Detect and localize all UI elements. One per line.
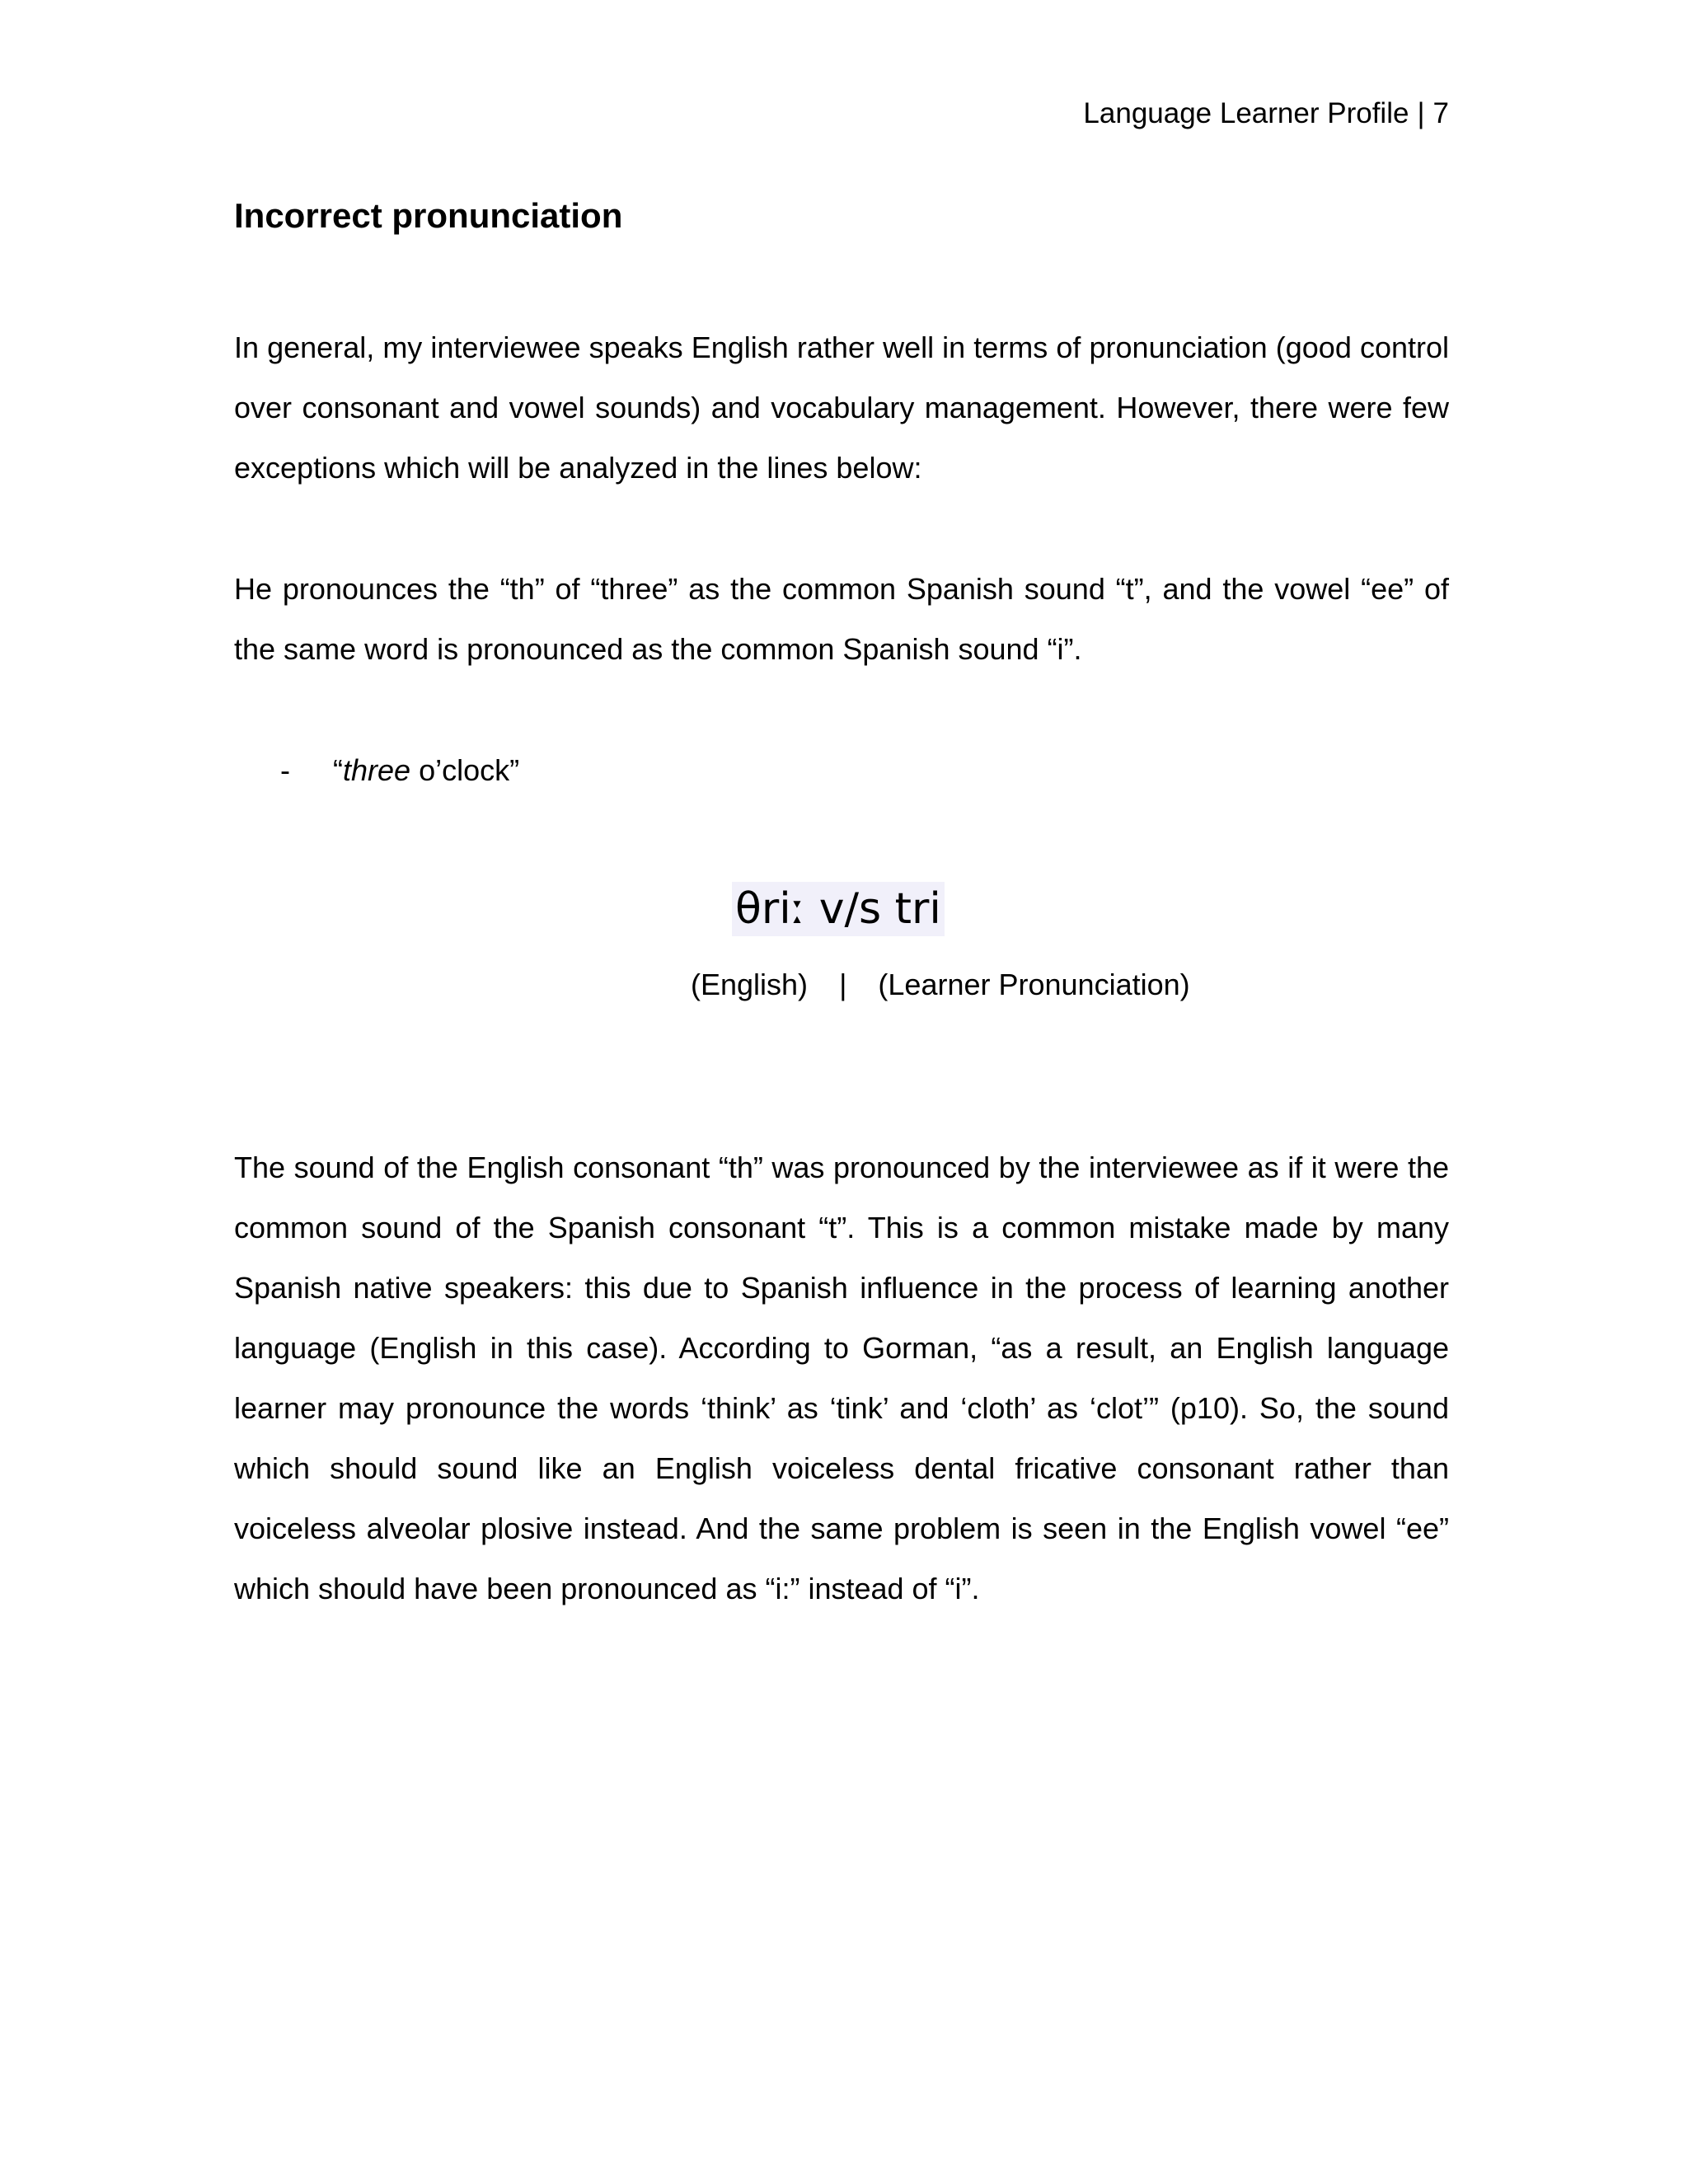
section-heading: Incorrect pronunciation xyxy=(234,196,623,235)
ipa-transcription: θriː v/s tri xyxy=(732,882,945,936)
description-paragraph: He pronounces the “th” of “three” as the common Spanish sound “t”, and the vowel “ee” of the same word is pronounced as the common Spanish sound “i”. xyxy=(234,572,1449,666)
ipa-divider: | xyxy=(839,968,847,1001)
page-number: 7 xyxy=(1432,97,1449,129)
example-italic-word: three xyxy=(343,753,411,787)
ipa-label-english: (English) xyxy=(691,968,809,1001)
ipa-label-learner: (Learner Pronunciation) xyxy=(878,968,1190,1001)
example-list-item xyxy=(280,740,519,800)
header-separator: | xyxy=(1417,97,1425,129)
ipa-caption xyxy=(691,964,1190,1005)
bullet-dash: - xyxy=(280,753,290,787)
intro-paragraph: In general, my interviewee speaks English rather well in terms of pronunciation (good control over consonant and vowel sounds) and vocabulary management. However, there were few exceptions which will be analyzed in the lines below: xyxy=(234,330,1449,485)
analysis-paragraph: The sound of the English consonant “th” was pronounced by the interviewee as if it were the common sound of the Spanish consonant “t”. This is a common mistake made by many Spanish native speakers: this due to Spanish influence in the process of learning another language (English in this case). According to Gorman, “as a result, an English language learner may pronounce the words ‘think’ as ‘tink’ and ‘cloth’ as ‘clot’” (p10). So, the sound which should sound like an English voiceless dental fricative consonant rather than voiceless alveolar plosive instead. And the same problem is seen in the English vowel “ee” which should have been pronounced as “i:” instead of “i”. xyxy=(234,1151,1449,1605)
example-open-quote: “ xyxy=(333,753,343,787)
example-rest: o’clock” xyxy=(410,753,520,787)
page-header xyxy=(1083,97,1449,130)
header-title: Language Learner Profile xyxy=(1083,97,1409,129)
